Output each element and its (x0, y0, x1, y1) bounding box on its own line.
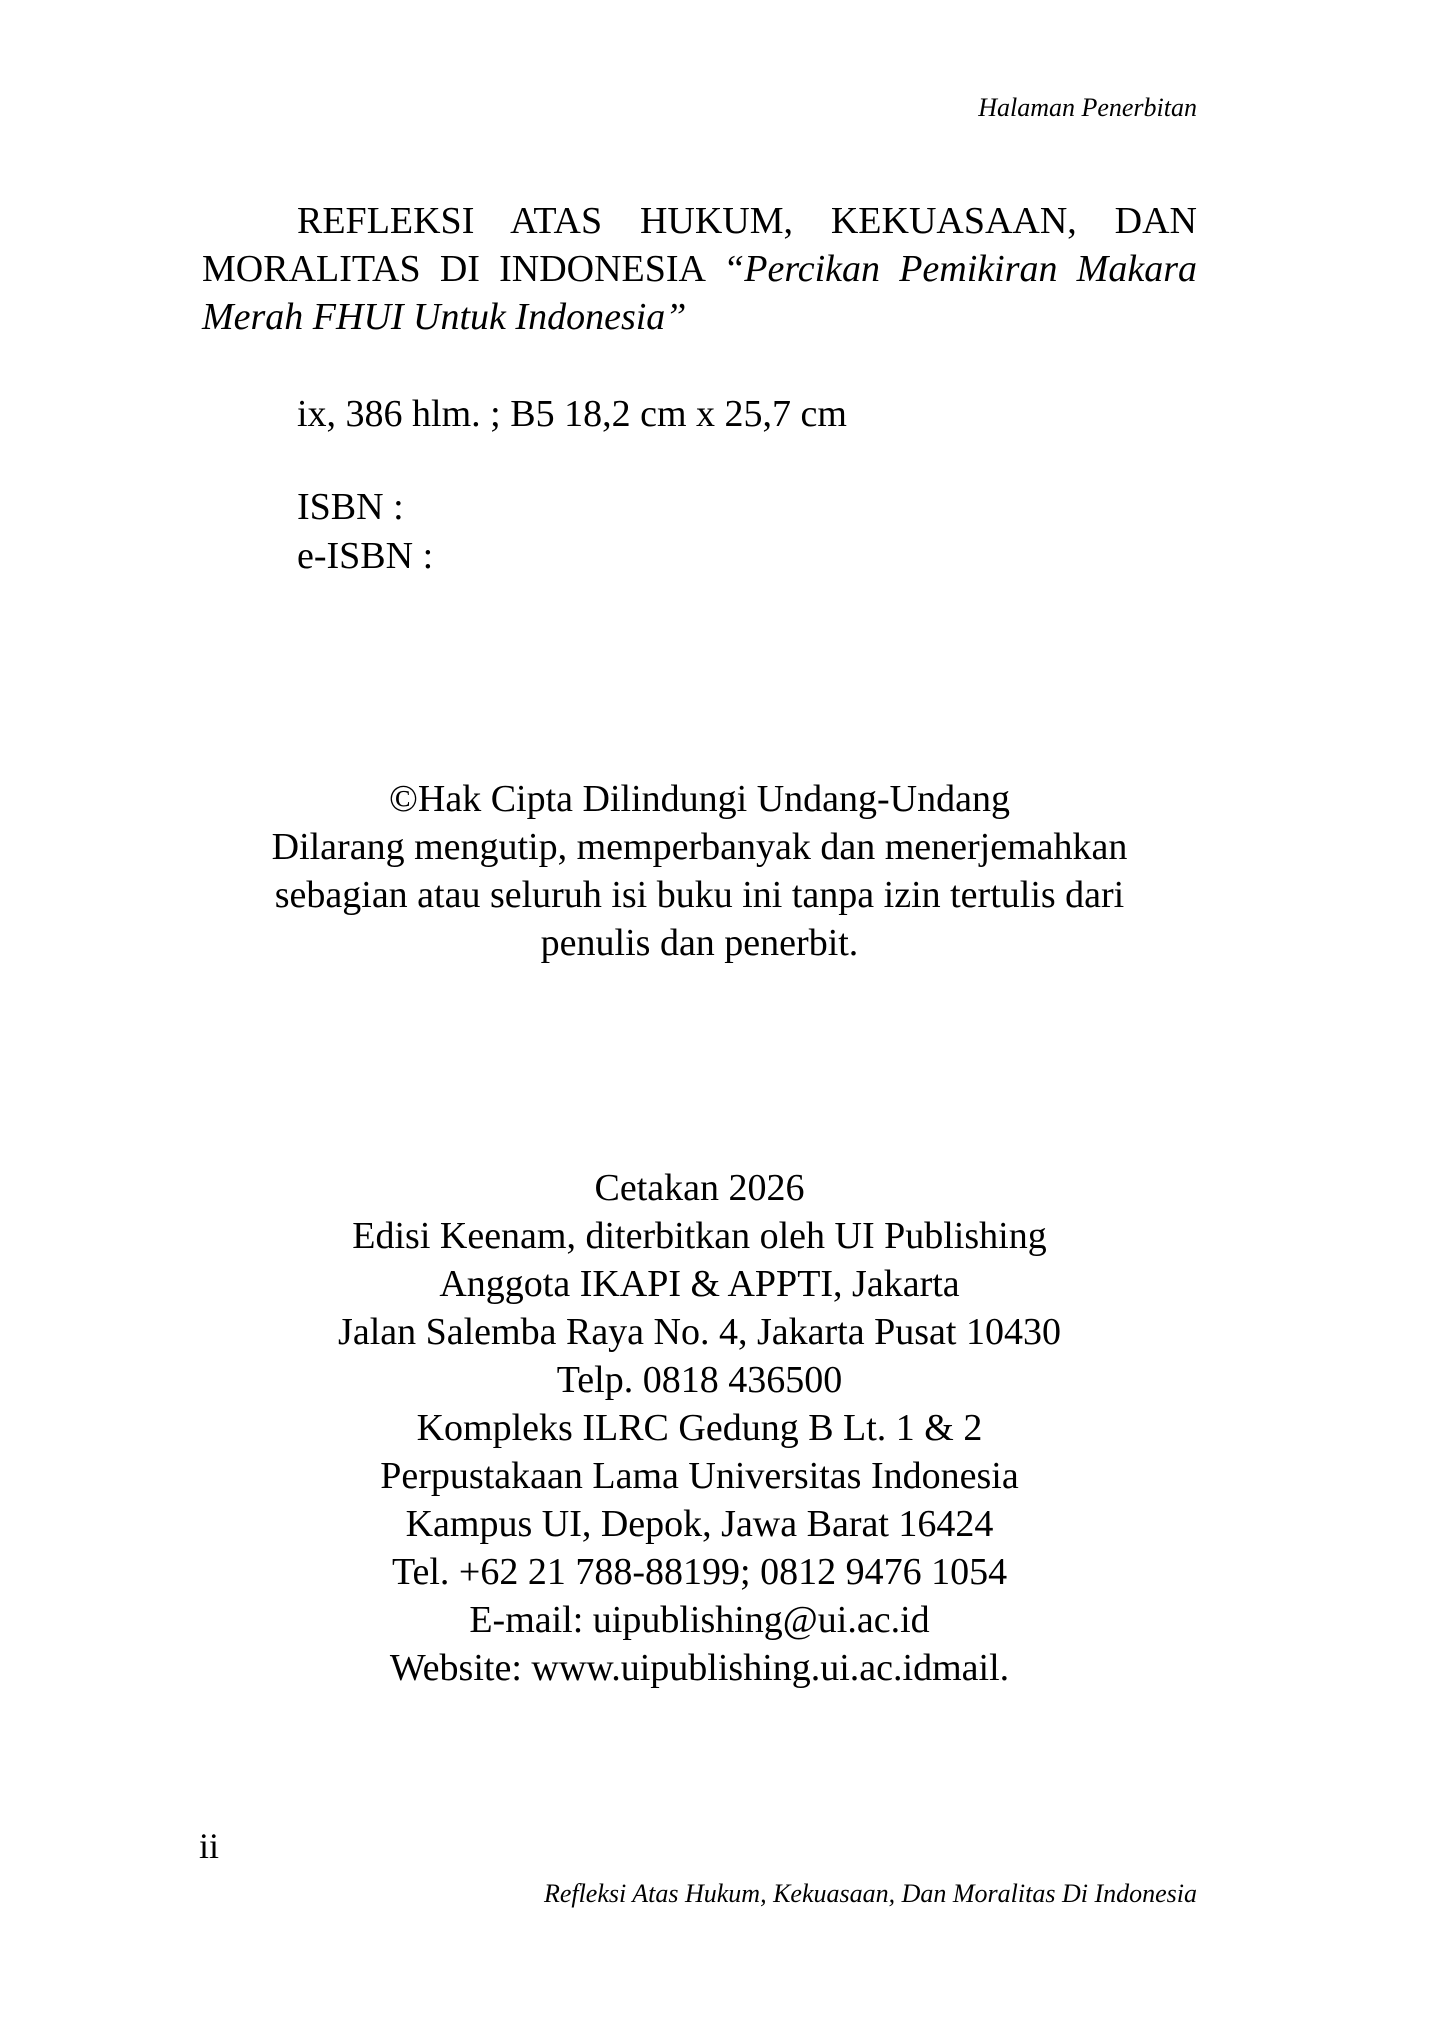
book-title-block (202, 197, 1197, 341)
copyright-line: sebagian atau seluruh isi buku ini tanpa izin tertulis dari (274, 874, 1125, 916)
publisher-line-email: E-mail: uipublishing@ui.ac.id (469, 1599, 930, 1641)
title-line-2-subtitle: “Percikan Pemikiran Makara (723, 248, 1197, 290)
title-line-2 (202, 245, 1197, 293)
copyright-line: ©Hak Cipta Dilindungi Undang-Undang (389, 778, 1010, 820)
running-footer: Refleksi Atas Hukum, Kekuasaan, Dan Moralitas Di Indonesia (543, 1879, 1197, 1908)
publisher-line-edition-year: Cetakan 2026 (594, 1167, 805, 1209)
publisher-line-membership: Anggota IKAPI & APPTI, Jakarta (439, 1263, 960, 1305)
publisher-line-address: Jalan Salemba Raya No. 4, Jakarta Pusat 10430 (338, 1311, 1061, 1353)
page-number: ii (199, 1826, 220, 1866)
title-line-1: REFLEKSI ATAS HUKUM, KEKUASAAN, DAN (297, 200, 1197, 242)
copyright-line: penulis dan penerbit. (540, 922, 859, 964)
publisher-line-building: Kompleks ILRC Gedung B Lt. 1 & 2 (416, 1407, 983, 1449)
publisher-line-phone: Telp. 0818 436500 (556, 1359, 843, 1401)
eisbn-label: e-ISBN : (297, 535, 434, 577)
publisher-line-website: Website: www.uipublishing.ui.ac.idmail. (389, 1647, 1010, 1689)
collation-line: ix, 386 hlm. ; B5 18,2 cm x 25,7 cm (297, 393, 847, 435)
publisher-line-library: Perpustakaan Lama Universitas Indonesia (380, 1455, 1019, 1497)
publisher-line-telephone: Tel. +62 21 788-88199; 0812 9476 1054 (391, 1551, 1008, 1593)
title-line-2-roman: MORALITAS DI INDONESIA (202, 248, 724, 290)
publisher-line-campus: Kampus UI, Depok, Jawa Barat 16424 (405, 1503, 994, 1545)
copyright-notice (202, 775, 1197, 967)
title-line-3-subtitle: Merah FHUI Untuk Indonesia” (202, 296, 687, 338)
publisher-line-edition: Edisi Keenam, diterbitkan oleh UI Publishing (352, 1215, 1047, 1257)
copyright-line: Dilarang mengutip, memperbanyak dan menerjemahkan (271, 826, 1128, 868)
running-header: Halaman Penerbitan (978, 93, 1197, 122)
isbn-label: ISBN : (297, 486, 404, 528)
publisher-info (202, 1164, 1197, 1692)
